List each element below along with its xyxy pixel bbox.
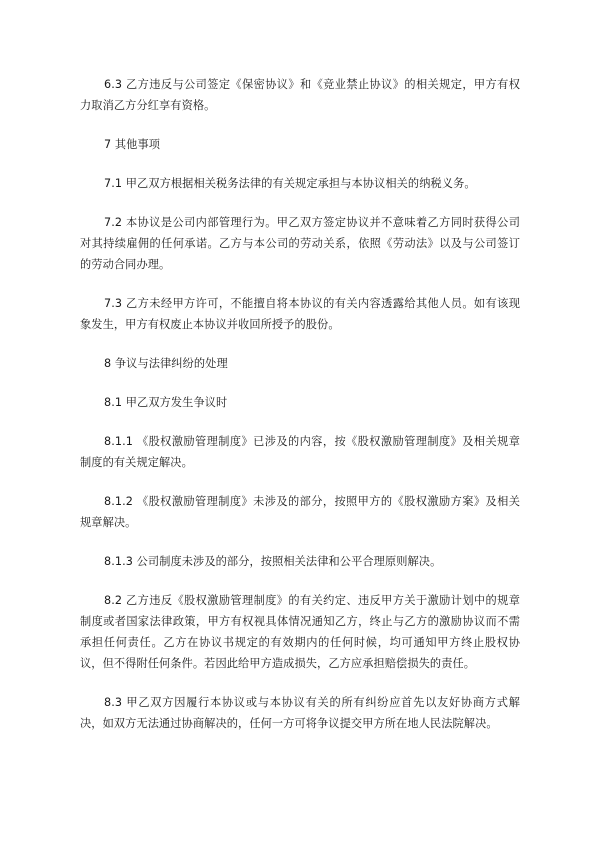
clause-8-1-2: 8.1.2 《股权激励管理制度》未涉及的部分，按照甲方的《股权激励方案》及相关规章解决。 bbox=[80, 495, 520, 529]
clause-8-1: 8.1 甲乙双方发生争议时 bbox=[104, 396, 228, 409]
paragraph-gap bbox=[80, 572, 520, 590]
clause-6-3: 6.3 乙方违反与公司签定《保密协议》和《竞业禁止协议》的相关规定，甲方有权力取消乙方分红享有资格。 bbox=[80, 78, 520, 112]
paragraph-gap bbox=[80, 473, 520, 491]
clause-8-1-3: 8.1.3 公司制度未涉及的部分，按照相关法律和公平合理原则解决。 bbox=[104, 555, 442, 568]
paragraph-gap bbox=[80, 533, 520, 551]
paragraph-gap bbox=[80, 275, 520, 293]
paragraph-gap bbox=[80, 116, 520, 134]
section-heading-7: 7 其他事项 bbox=[104, 138, 161, 151]
clause-7-2: 7.2 本协议是公司内部管理行为。甲乙双方签定协议并不意味着乙方同时获得公司对其持续雇佣的任何承诺。乙方与本公司的劳动关系，依照《劳动法》以及与公司签订的劳动合同办理。 bbox=[80, 216, 520, 271]
document-body bbox=[80, 74, 520, 734]
paragraph-gap bbox=[80, 335, 520, 353]
clause-8-3: 8.3 甲乙双方因履行本协议或与本协议有关的所有纠纷应首先以友好协商方式解决，如双方无法通过协商解决的，任何一方可将争议提交甲方所在地人民法院解决。 bbox=[80, 696, 520, 730]
clause-7-3: 7.3 乙方未经甲方许可，不能擅自将本协议的有关内容透露给其他人员。如有该现象发生，甲方有权废止本协议并收回所授予的股份。 bbox=[80, 297, 520, 331]
paragraph-gap bbox=[80, 674, 520, 692]
paragraph-gap bbox=[80, 413, 520, 431]
clause-8-1-1: 8.1.1 《股权激励管理制度》已涉及的内容，按《股权激励管理制度》及相关规章制度的有关规定解决。 bbox=[80, 435, 520, 469]
paragraph-gap bbox=[80, 374, 520, 392]
clause-8-2: 8.2 乙方违反《股权激励管理制度》的有关约定、违反甲方关于激励计划中的规章制度或者国家法律政策，甲方有权视具体情况通知乙方，终止与乙方的激励协议而不需承担任何责任。乙方在协议书规定的有效期内的任何时候，均可通知甲方终止股权协议，但不得附任何条件。若因此给甲方造成损失，乙方应承担赔偿损失的责任。 bbox=[80, 594, 520, 670]
section-heading-8: 8 争议与法律纠纷的处理 bbox=[104, 357, 228, 370]
clause-7-1: 7.1 甲乙双方根据相关税务法律的有关规定承担与本协议相关的纳税义务。 bbox=[104, 177, 476, 190]
paragraph-gap bbox=[80, 155, 520, 173]
paragraph-gap bbox=[80, 194, 520, 212]
